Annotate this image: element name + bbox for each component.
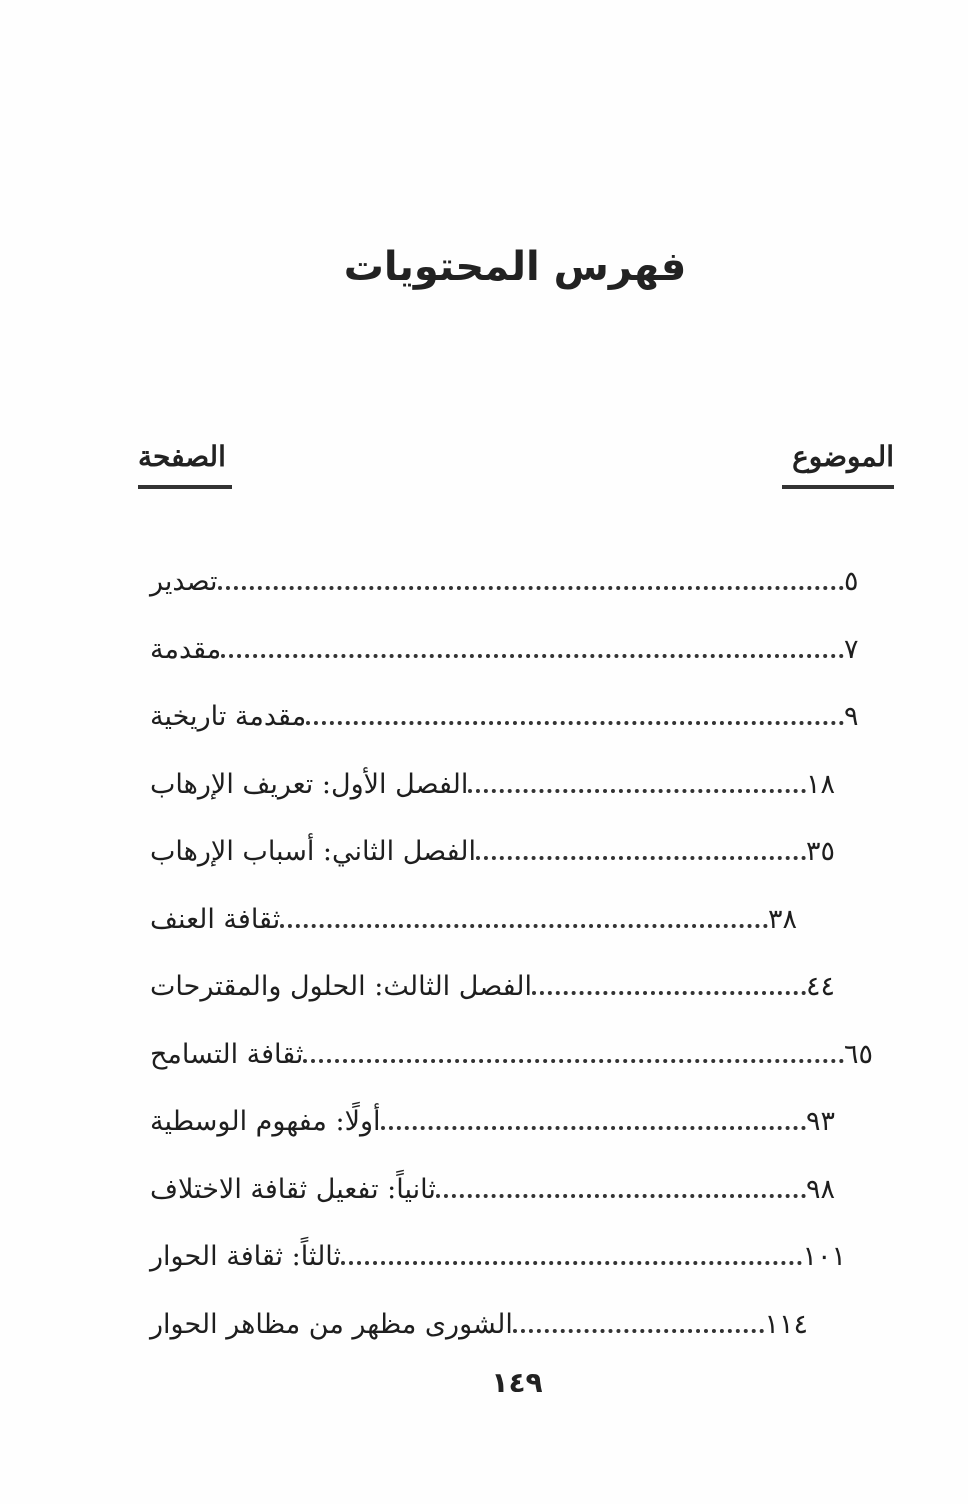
column-header-page-label: الصفحة: [138, 440, 226, 473]
toc-entry[interactable]: [140, 683, 894, 737]
toc-entry[interactable]: [140, 548, 894, 602]
dot-leader: [513, 1329, 765, 1333]
toc-entry-title: مقدمة: [150, 633, 222, 665]
toc-entry-title: تصدير: [150, 566, 218, 597]
toc-entry-page-number: ١٠١: [802, 1241, 846, 1272]
toc-entry-title: الفصل الثالث: الحلول والمقترحات: [150, 971, 533, 1002]
toc-entry-title: الشورى مظهر من مظاهر الحوار: [150, 1308, 513, 1340]
toc-entry-title: الفصل الأول: تعريف الإرهاب: [150, 768, 469, 800]
toc-entry-page-number: ٤٤: [806, 971, 836, 1002]
toc-entry[interactable]: [140, 1088, 856, 1142]
toc-entry-page-number: ٦٥: [844, 1038, 874, 1070]
dot-leader: [221, 654, 844, 658]
toc-entry-page-number: ٩٨: [806, 1173, 836, 1205]
column-header-topic-label: الموضوع: [792, 440, 894, 473]
dot-leader: [532, 991, 806, 995]
toc-entry-page-number: ١٨: [806, 768, 836, 800]
toc-entry[interactable]: [140, 1156, 856, 1210]
toc-entry[interactable]: [140, 1291, 818, 1345]
page-title: فهرس المحتويات: [343, 244, 687, 290]
toc-entry-title: ثانياً: تفعيل ثقافة الاختلاف: [150, 1173, 436, 1205]
toc-entry[interactable]: [140, 1223, 856, 1277]
dot-leader: [381, 1126, 806, 1130]
column-header-topic-underline: [782, 485, 894, 489]
column-header-topic: [782, 440, 894, 489]
toc-entry-page-number: ٧: [844, 633, 859, 665]
toc-entry[interactable]: [140, 818, 856, 872]
toc-entry-page-number: ١١٤: [764, 1308, 808, 1340]
toc-entry-title: مقدمة تاريخية: [150, 701, 307, 732]
dot-leader: [306, 721, 844, 725]
dot-leader: [476, 856, 806, 860]
toc-entry-page-number: ٣٨: [768, 903, 798, 935]
toc-entry-title: ثالثاً: ثقافة الحوار: [150, 1241, 342, 1272]
dot-leader: [218, 586, 844, 590]
toc-entry[interactable]: [140, 886, 818, 940]
dot-leader: [280, 924, 768, 928]
toc-entry[interactable]: [140, 953, 856, 1007]
page-number: ١٤٩: [491, 1366, 543, 1399]
toc-entry[interactable]: [140, 1021, 894, 1075]
toc-entry-page-number: ٣٥: [806, 836, 836, 867]
toc-entry-title: ثقافة التسامح: [150, 1038, 304, 1070]
toc-entry-title: أولًا: مفهوم الوسطية: [150, 1106, 381, 1137]
toc-entry-page-number: ٥: [844, 566, 859, 597]
toc-entry-title: الفصل الثاني: أسباب الإرهاب: [150, 836, 476, 867]
column-header-page-underline: [138, 485, 232, 489]
toc-entry[interactable]: [140, 751, 856, 805]
toc-entry-page-number: ٩٣: [806, 1106, 836, 1137]
dot-leader: [468, 789, 806, 793]
toc-entry-title: ثقافة العنف: [150, 903, 281, 935]
toc-entry-page-number: ٩: [844, 701, 859, 732]
dot-leader: [436, 1194, 806, 1198]
toc-entry[interactable]: [140, 616, 894, 670]
dot-leader: [341, 1261, 802, 1265]
column-header-page: [138, 440, 232, 489]
dot-leader: [303, 1059, 844, 1063]
